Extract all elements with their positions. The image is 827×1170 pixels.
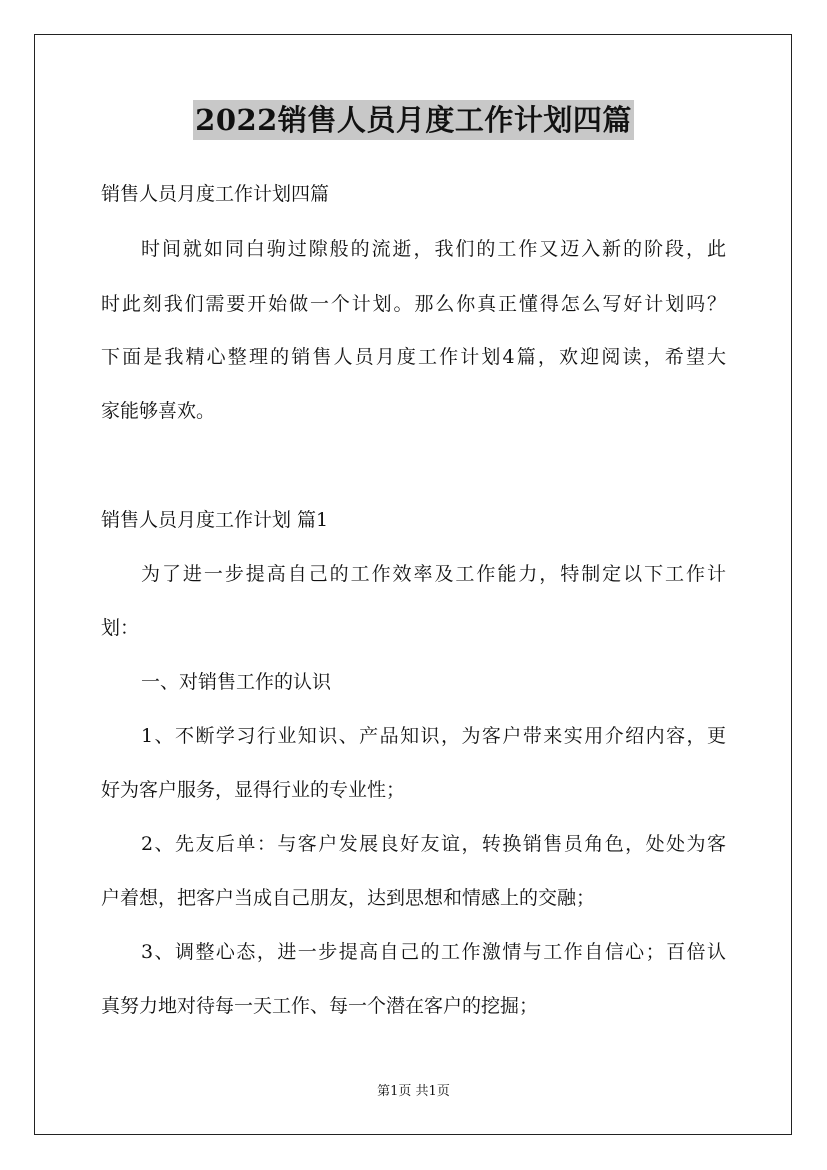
list-item-line: 1、不断学习行业知识、产品知识，为客户带来实用介绍内容，更 [141,725,726,747]
intro-line: 家能够喜欢。 [101,400,216,422]
document-title: 2022销售人员月度工作计划四篇 [193,100,634,140]
intro-line: 时间就如同白驹过隙般的流逝，我们的工作又迈入新的阶段，此 [141,238,726,260]
list-item-line: 真努力地对待每一天工作、每一个潜在客户的挖掘； [101,995,539,1017]
list-item-line: 好为客户服务，显得行业的专业性； [101,779,406,801]
page-footer: 第1页 共1页 [377,1084,450,1099]
title-wrap [0,100,827,140]
list-item-line: 2、先友后单：与客户发展良好友谊，转换销售员角色，处处为客 [141,833,726,855]
point-heading: 一、对销售工作的认识 [141,671,332,693]
list-item-line: 户着想，把客户当成自己朋友，达到思想和情感上的交融； [101,887,596,909]
intro-line: 下面是我精心整理的销售人员月度工作计划4篇，欢迎阅读，希望大 [101,346,726,368]
document-subtitle: 销售人员月度工作计划四篇 [101,183,330,205]
paragraph-line: 为了进一步提高自己的工作效率及工作能力，特制定以下工作计 [141,563,726,585]
paragraph-line: 划： [101,617,140,639]
section-heading: 销售人员月度工作计划 篇1 [101,509,329,531]
list-item-line: 3、调整心态，进一步提高自己的工作激情与工作自信心；百倍认 [141,941,726,963]
intro-line: 时此刻我们需要开始做一个计划。那么你真正懂得怎么写好计划吗？ [101,293,726,315]
